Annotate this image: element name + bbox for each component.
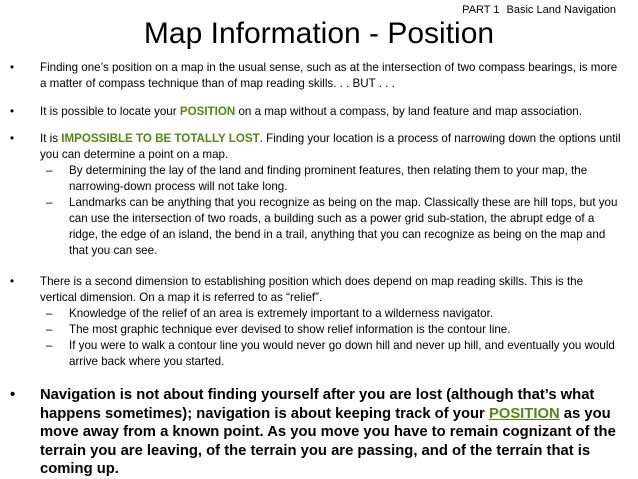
dash-marker: – [46,307,53,320]
dash-marker: – [46,339,53,352]
sub-bullet-walk-contour [0,338,638,370]
bullet-marker: • [10,387,16,403]
bullet-compass-technique [0,60,638,92]
sub-bullet-lay-of-land [0,163,638,195]
highlight-position-underlined: POSITION [488,405,560,422]
highlight-impossible-lost: IMPOSSIBLE TO BE TOTALLY LOST [61,132,260,145]
bullet-marker: • [10,105,15,118]
bullet-text: There is a second dimension to establishing position which does depend on map reading skills. This is the vertical dimension. On a map it is referred to as “relief”. [40,275,584,304]
highlight-position: POSITION [179,105,236,118]
dash-marker: – [46,164,53,177]
dash-marker: – [46,196,53,209]
sub-bullet-text: If you were to walk a contour line you would never go down hill and never up hill, and eventually you would arrive back where you started. [69,339,615,368]
bullet-locate-position [0,104,638,120]
bullet-text: Finding one’s position on a map in the usual sense, such as at the intersection of two compass bearings, is more a matter of compass technique than of map reading skills. . . BUT . . . [40,61,618,90]
bullet-impossible-lost [0,131,638,163]
sub-bullet-contour-line [0,322,638,338]
sub-bullet-relief-knowledge [0,306,638,322]
bullet-text-post: on a map without a compass, by land feature and map association. [235,105,582,118]
part-label: PART 1 [462,4,500,16]
slide-title: Map Information - Position [143,17,495,50]
bullet-marker: • [10,61,15,74]
bullet-text-pre: It is [40,132,62,145]
bullet-vertical-dimension [0,274,638,306]
sub-bullet-text: Knowledge of the relief of an area is extremely important to a wilderness navigator. [69,307,494,320]
bullet-navigation-tracking [0,386,638,479]
bullet-marker: • [10,275,15,288]
dash-marker: – [46,323,53,336]
bullet-marker: • [10,132,15,145]
slide-body [0,60,638,479]
sub-bullet-landmarks [0,195,638,259]
bullet-text-pre: Navigation is not about finding yourself after you are lost (although that’s what happens sometimes); navigation is about keeping track of your [40,387,595,422]
bullet-text-pre: It is possible to locate your [40,105,180,118]
sub-bullet-text: By determining the lay of the land and finding prominent features, then relating them to your map, the narrowing-down process will not take long. [69,164,588,193]
section-label: Basic Land Navigation [506,4,616,16]
sub-bullet-text: Landmarks can be anything that you recognize as being on the map. Classically these are hill tops, but you can use the intersection of two roads, a building such as a power grid sub-station, the abrupt edge of a ridge, the edge of an island, the bend in a trail, anything that you can recognize as being on the map and that you can see. [69,196,618,257]
sub-bullet-text: The most graphic technique ever devised to show relief information is the contour line. [69,323,511,336]
bullet-text-post: . Finding your location is a process of narrowing down the options until you can determine a point on a map. [40,132,621,161]
bullet-text-post: as you move away from a known point. As you move you have to remain cognizant of the terrain you are leaving, of the terrain you are passing, and of the terrain that is coming up. [40,405,616,477]
